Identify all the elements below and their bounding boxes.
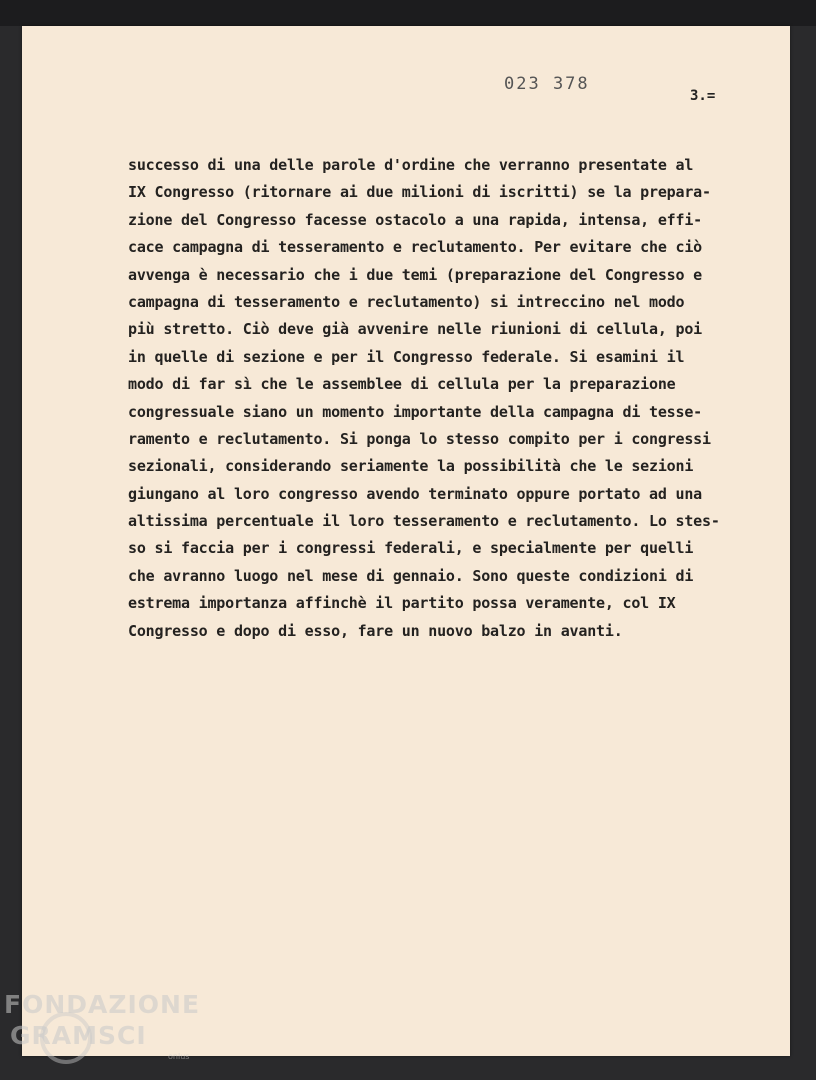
text-line: estrema importanza affinchè il partito possa veramente, col IX xyxy=(128,594,676,613)
document-body xyxy=(128,152,768,645)
text-line: sezionali, considerando seriamente la possibilità che le sezioni xyxy=(128,457,694,476)
text-line: modo di far sì che le assemblee di cellula per la preparazione xyxy=(128,375,676,394)
text-line: Congresso e dopo di esso, fare un nuovo balzo in avanti. xyxy=(128,621,623,640)
text-line: IX Congresso (ritornare ai due milioni di iscritti) se la prepara- xyxy=(128,183,711,202)
watermark-line-2: GRAMSCI xyxy=(10,1021,147,1050)
text-line: ramento e reclutamento. Si ponga lo stesso compito per i congressi xyxy=(128,429,711,448)
text-line: successo di una delle parole d'ordine che verranno presentate al xyxy=(128,156,694,174)
text-line: in quelle di sezione e per il Congresso federale. Si esamini il xyxy=(128,347,685,366)
text-line: so si faccia per i congressi federali, e specialmente per quelli xyxy=(128,539,694,558)
page-number: 3.= xyxy=(690,88,716,104)
text-line: altissima percentuale il loro tesseramento e reclutamento. Lo stes- xyxy=(128,512,720,531)
fondazione-gramsci-watermark xyxy=(4,990,201,1061)
text-line: congressuale siano un momento importante della campagna di tesse- xyxy=(128,402,702,421)
text-line: campagna di tesseramento e reclutamento) si intreccino nel modo xyxy=(128,292,685,311)
text-line: avvenga è necessario che i due temi (preparazione del Congresso e xyxy=(128,265,702,284)
watermark-line-3: onlus xyxy=(168,1052,190,1061)
scanner-frame-top xyxy=(0,0,816,26)
archive-number: 023 378 xyxy=(504,74,590,94)
watermark-line-1: FONDAZIONE xyxy=(4,990,201,1019)
text-line: più stretto. Ciò deve già avvenire nelle riunioni di cellula, poi xyxy=(128,320,702,339)
text-line: giungano al loro congresso avendo terminato oppure portato ad una xyxy=(128,484,702,503)
text-line: zione del Congresso facesse ostacolo a una rapida, intensa, effi- xyxy=(128,210,702,229)
text-line: cace campagna di tesseramento e reclutamento. Per evitare che ciò xyxy=(128,238,702,257)
text-line: che avranno luogo nel mese di gennaio. Sono queste condizioni di xyxy=(128,566,694,585)
logo-ring-icon xyxy=(40,1012,92,1064)
